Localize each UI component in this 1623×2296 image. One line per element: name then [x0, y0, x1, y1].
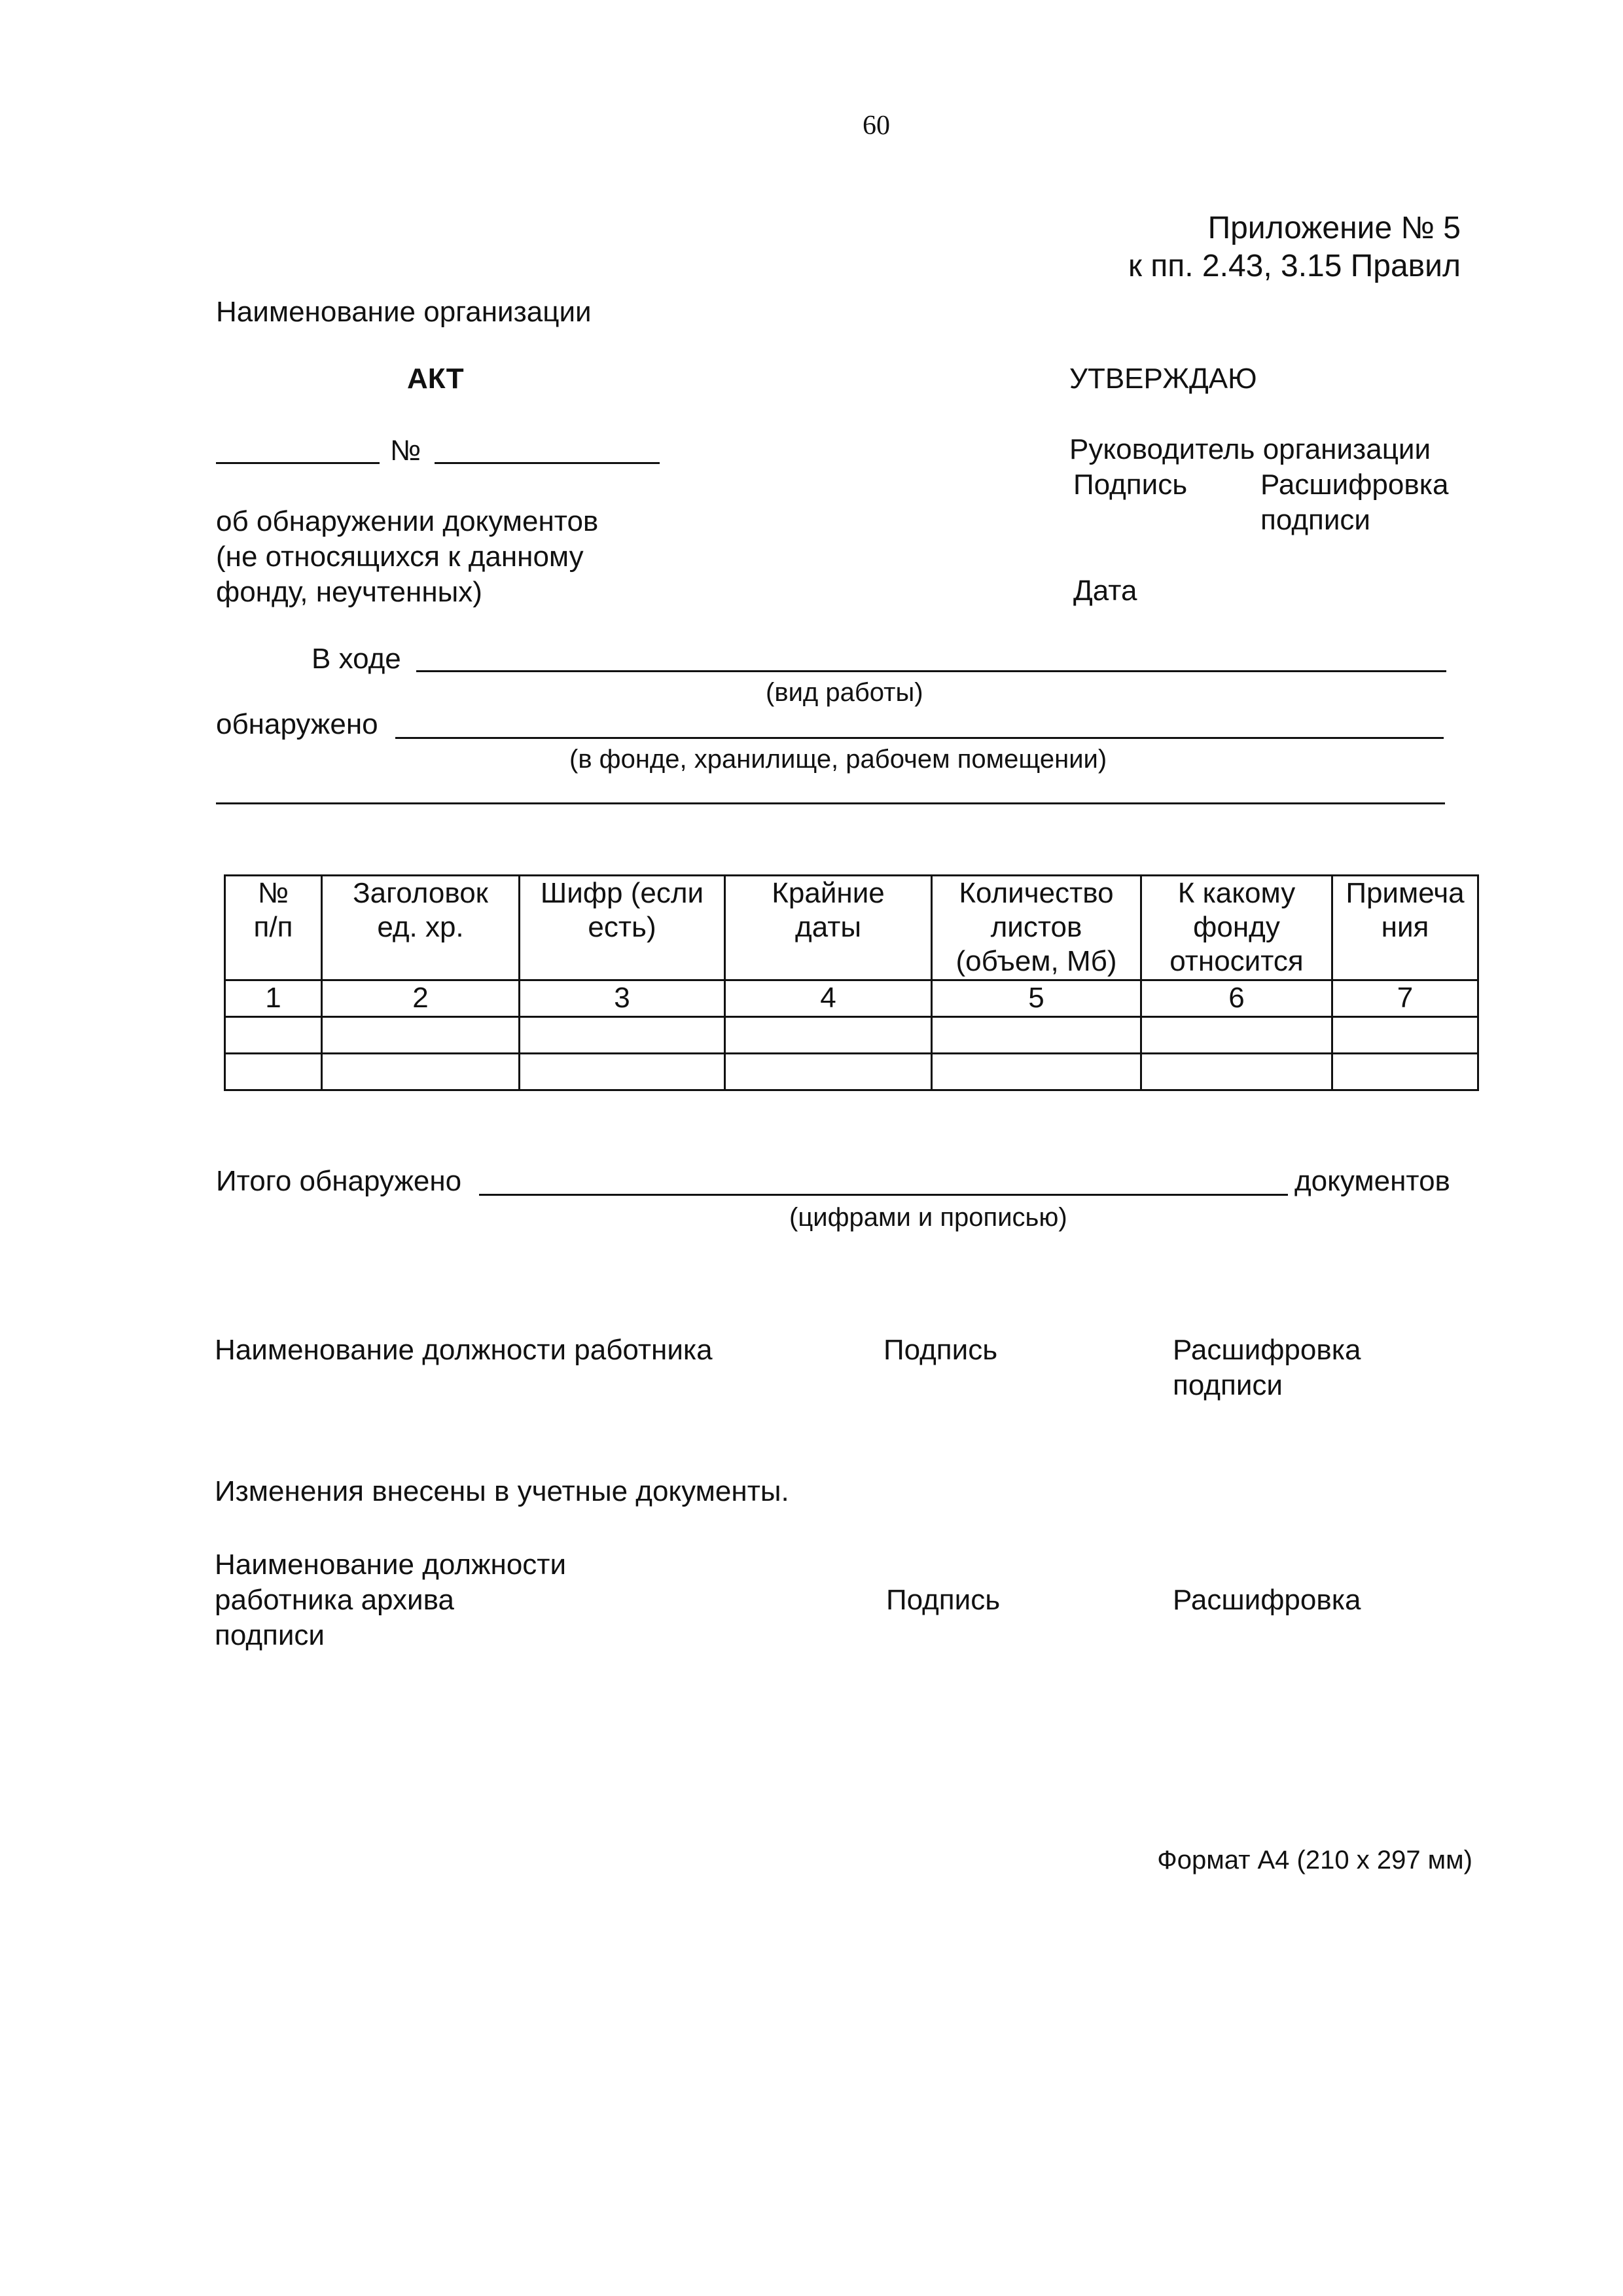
table-cell[interactable]: [1332, 1017, 1478, 1054]
work-type-hint: (вид работы): [766, 678, 923, 707]
column-header-number: № п/п: [225, 876, 322, 980]
column-header-title: Заголовок ед. хр.: [322, 876, 520, 980]
table-cell[interactable]: [725, 1017, 932, 1054]
during-label: В ходе: [312, 643, 401, 675]
table-cell[interactable]: [520, 1017, 725, 1054]
employee-position-label: Наименование должности работника: [215, 1334, 713, 1366]
table-cell[interactable]: [1141, 1054, 1332, 1090]
table-cell[interactable]: [932, 1054, 1141, 1090]
table-cell[interactable]: [520, 1054, 725, 1090]
format-note: Формат А4 (210 х 297 мм): [1157, 1846, 1472, 1874]
table-cell: 2: [322, 980, 520, 1017]
column-header-dates: Крайние даты: [725, 876, 932, 980]
table-row-column-numbers: [225, 980, 1478, 1017]
total-line: [479, 1194, 1288, 1196]
archive-decoding-label: Расшифровка: [1173, 1584, 1361, 1616]
table-header-row: [225, 876, 1478, 980]
approve-title: УТВЕРЖДАЮ: [1069, 363, 1257, 395]
page-number: 60: [863, 111, 890, 141]
approve-date-label: Дата: [1073, 575, 1137, 607]
table-row: [225, 1054, 1478, 1090]
archive-signature-label: Подпись: [886, 1584, 1001, 1616]
approve-decoding-label: Расшифровка: [1260, 469, 1449, 501]
table-cell: 4: [725, 980, 932, 1017]
total-suffix: документов: [1294, 1165, 1450, 1197]
approve-head-label: Руководитель организации: [1069, 433, 1431, 465]
table-cell[interactable]: [322, 1017, 520, 1054]
appendix-line-1: Приложение № 5: [1207, 211, 1461, 245]
location-extra-line: [216, 802, 1445, 804]
total-hint: (цифрами и прописью): [789, 1203, 1067, 1232]
table-cell[interactable]: [225, 1054, 322, 1090]
location-line: [395, 737, 1444, 739]
employee-decoding-label: Расшифровка: [1173, 1334, 1361, 1366]
table-cell: 3: [520, 980, 725, 1017]
approve-decoding-label-2: подписи: [1260, 504, 1370, 536]
act-number-sign: №: [390, 435, 421, 467]
table-cell[interactable]: [322, 1054, 520, 1090]
approve-signature-label: Подпись: [1073, 469, 1188, 501]
changes-note: Изменения внесены в учетные документы.: [215, 1475, 789, 1507]
documents-table: [224, 874, 1479, 1091]
table-cell: 7: [1332, 980, 1478, 1017]
table-cell: 6: [1141, 980, 1332, 1017]
act-date-line: [216, 462, 380, 464]
table-cell[interactable]: [1141, 1017, 1332, 1054]
act-description-line-3: фонду, неучтенных): [216, 576, 482, 608]
table-cell[interactable]: [932, 1017, 1141, 1054]
table-cell: 1: [225, 980, 322, 1017]
act-number-line: [435, 462, 660, 464]
archive-employee-position-label-3: подписи: [215, 1619, 325, 1651]
found-label: обнаружено: [216, 708, 378, 740]
location-hint: (в фонде, хранилище, рабочем помещении): [569, 745, 1107, 774]
column-header-notes: Примеча ния: [1332, 876, 1478, 980]
employee-decoding-label-2: подписи: [1173, 1369, 1283, 1401]
column-header-fund: К какому фонду относится: [1141, 876, 1332, 980]
act-description-line-2: (не относящихся к данному: [216, 541, 584, 573]
table-row: [225, 1017, 1478, 1054]
archive-employee-position-label: Наименование должности: [215, 1549, 567, 1581]
column-header-code: Шифр (если есть): [520, 876, 725, 980]
work-type-line: [416, 670, 1446, 672]
table-cell[interactable]: [225, 1017, 322, 1054]
appendix-line-2: к пп. 2.43, 3.15 Правил: [1128, 249, 1461, 283]
act-title: АКТ: [407, 363, 464, 395]
table-cell[interactable]: [1332, 1054, 1478, 1090]
archive-employee-position-label-2: работника архива: [215, 1584, 454, 1616]
table-cell[interactable]: [725, 1054, 932, 1090]
organization-name-label: Наименование организации: [216, 296, 592, 328]
employee-signature-label: Подпись: [883, 1334, 998, 1366]
column-header-sheets: Количество листов (объем, Мб): [932, 876, 1141, 980]
total-label: Итого обнаружено: [216, 1165, 462, 1197]
act-description-line-1: об обнаружении документов: [216, 505, 599, 537]
table-cell: 5: [932, 980, 1141, 1017]
